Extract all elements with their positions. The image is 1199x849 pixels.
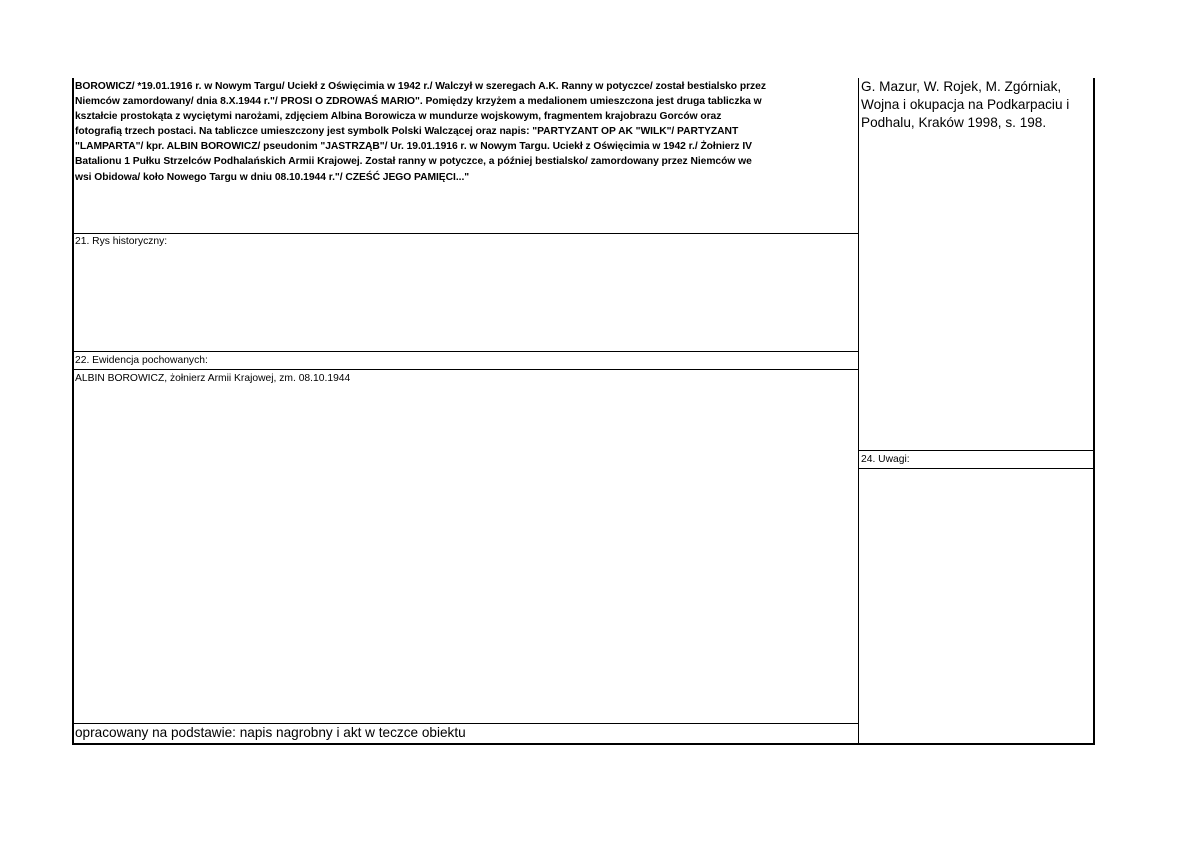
frame-left-border <box>72 78 74 745</box>
divider-section21-bottom <box>72 351 859 352</box>
divider-section22-label-bottom <box>72 369 859 370</box>
section22-label: 22. Ewidencja pochowanych: <box>75 355 208 366</box>
frame-bottom-border <box>72 743 1095 745</box>
burial-entry: ALBIN BOROWICZ, żołnierz Armii Krajowej, zm. 08.10.1944 <box>75 373 351 384</box>
frame-right-border <box>1093 78 1095 745</box>
section24-label: 24. Uwagi: <box>861 454 910 465</box>
divider-inscription-bottom <box>72 233 859 234</box>
divider-section24-label-bottom <box>858 468 1095 469</box>
divider-section24-top <box>858 450 1095 451</box>
section21-label: 21. Rys historyczny: <box>75 236 168 247</box>
footer-basis-text: opracowany na podstawie: napis nagrobny i akt w teczce obiektu <box>75 725 466 740</box>
frame-middle-divider <box>858 78 859 745</box>
source-reference: G. Mazur, W. Rojek, M. Zgórniak, Wojna i okupacja na Podkarpaciu i Podhalu, Kraków 1998, s. 198. <box>861 79 1070 130</box>
divider-footer-top <box>72 723 859 724</box>
inscription-text: BOROWICZ/ *19.01.1916 r. w Nowym Targu/ Uciekł z Oświęcimia w 1942 r./ Walczył w szeregach A.K. Ranny w potyczce/ został bestialsko przez Niemców zamordowany/ dnia 8.X.1944 r."/ PROSI O ZDROWAŚ MARIO". Pomiędzy krzyżem a medalionem umieszczona jest druga tabliczka w kształcie prostokąta z wyciętymi narożami, zdjęciem Albina Borowicza w mundurze wojskowym, fragmentem krajobrazu Gorców oraz fotografią trzech postaci. Na tabliczce umieszczony jest symbolk Polski Walczącej oraz napis: "PARTYZANT OP AK "WILK"/ PARTYZANT "LAMPARTA"/ kpr. ALBIN BOROWICZ/ pseudonim "JASTRZĄB"/ Ur. 19.01.1916 r. w Nowym Targu. Uciekł z Oświęcimia w 1942 r./ Żołnierz IV Batalionu 1 Pułku Strzelców Podhalańskich Armii Krajowej. Został ranny w potyczce, a później bestialsko/ zamordowany przez Niemców we wsi Obidowa/ koło Nowego Targu w dniu 08.10.1944 r."/ CZEŚĆ JEGO PAMIĘCI..." <box>75 81 766 183</box>
